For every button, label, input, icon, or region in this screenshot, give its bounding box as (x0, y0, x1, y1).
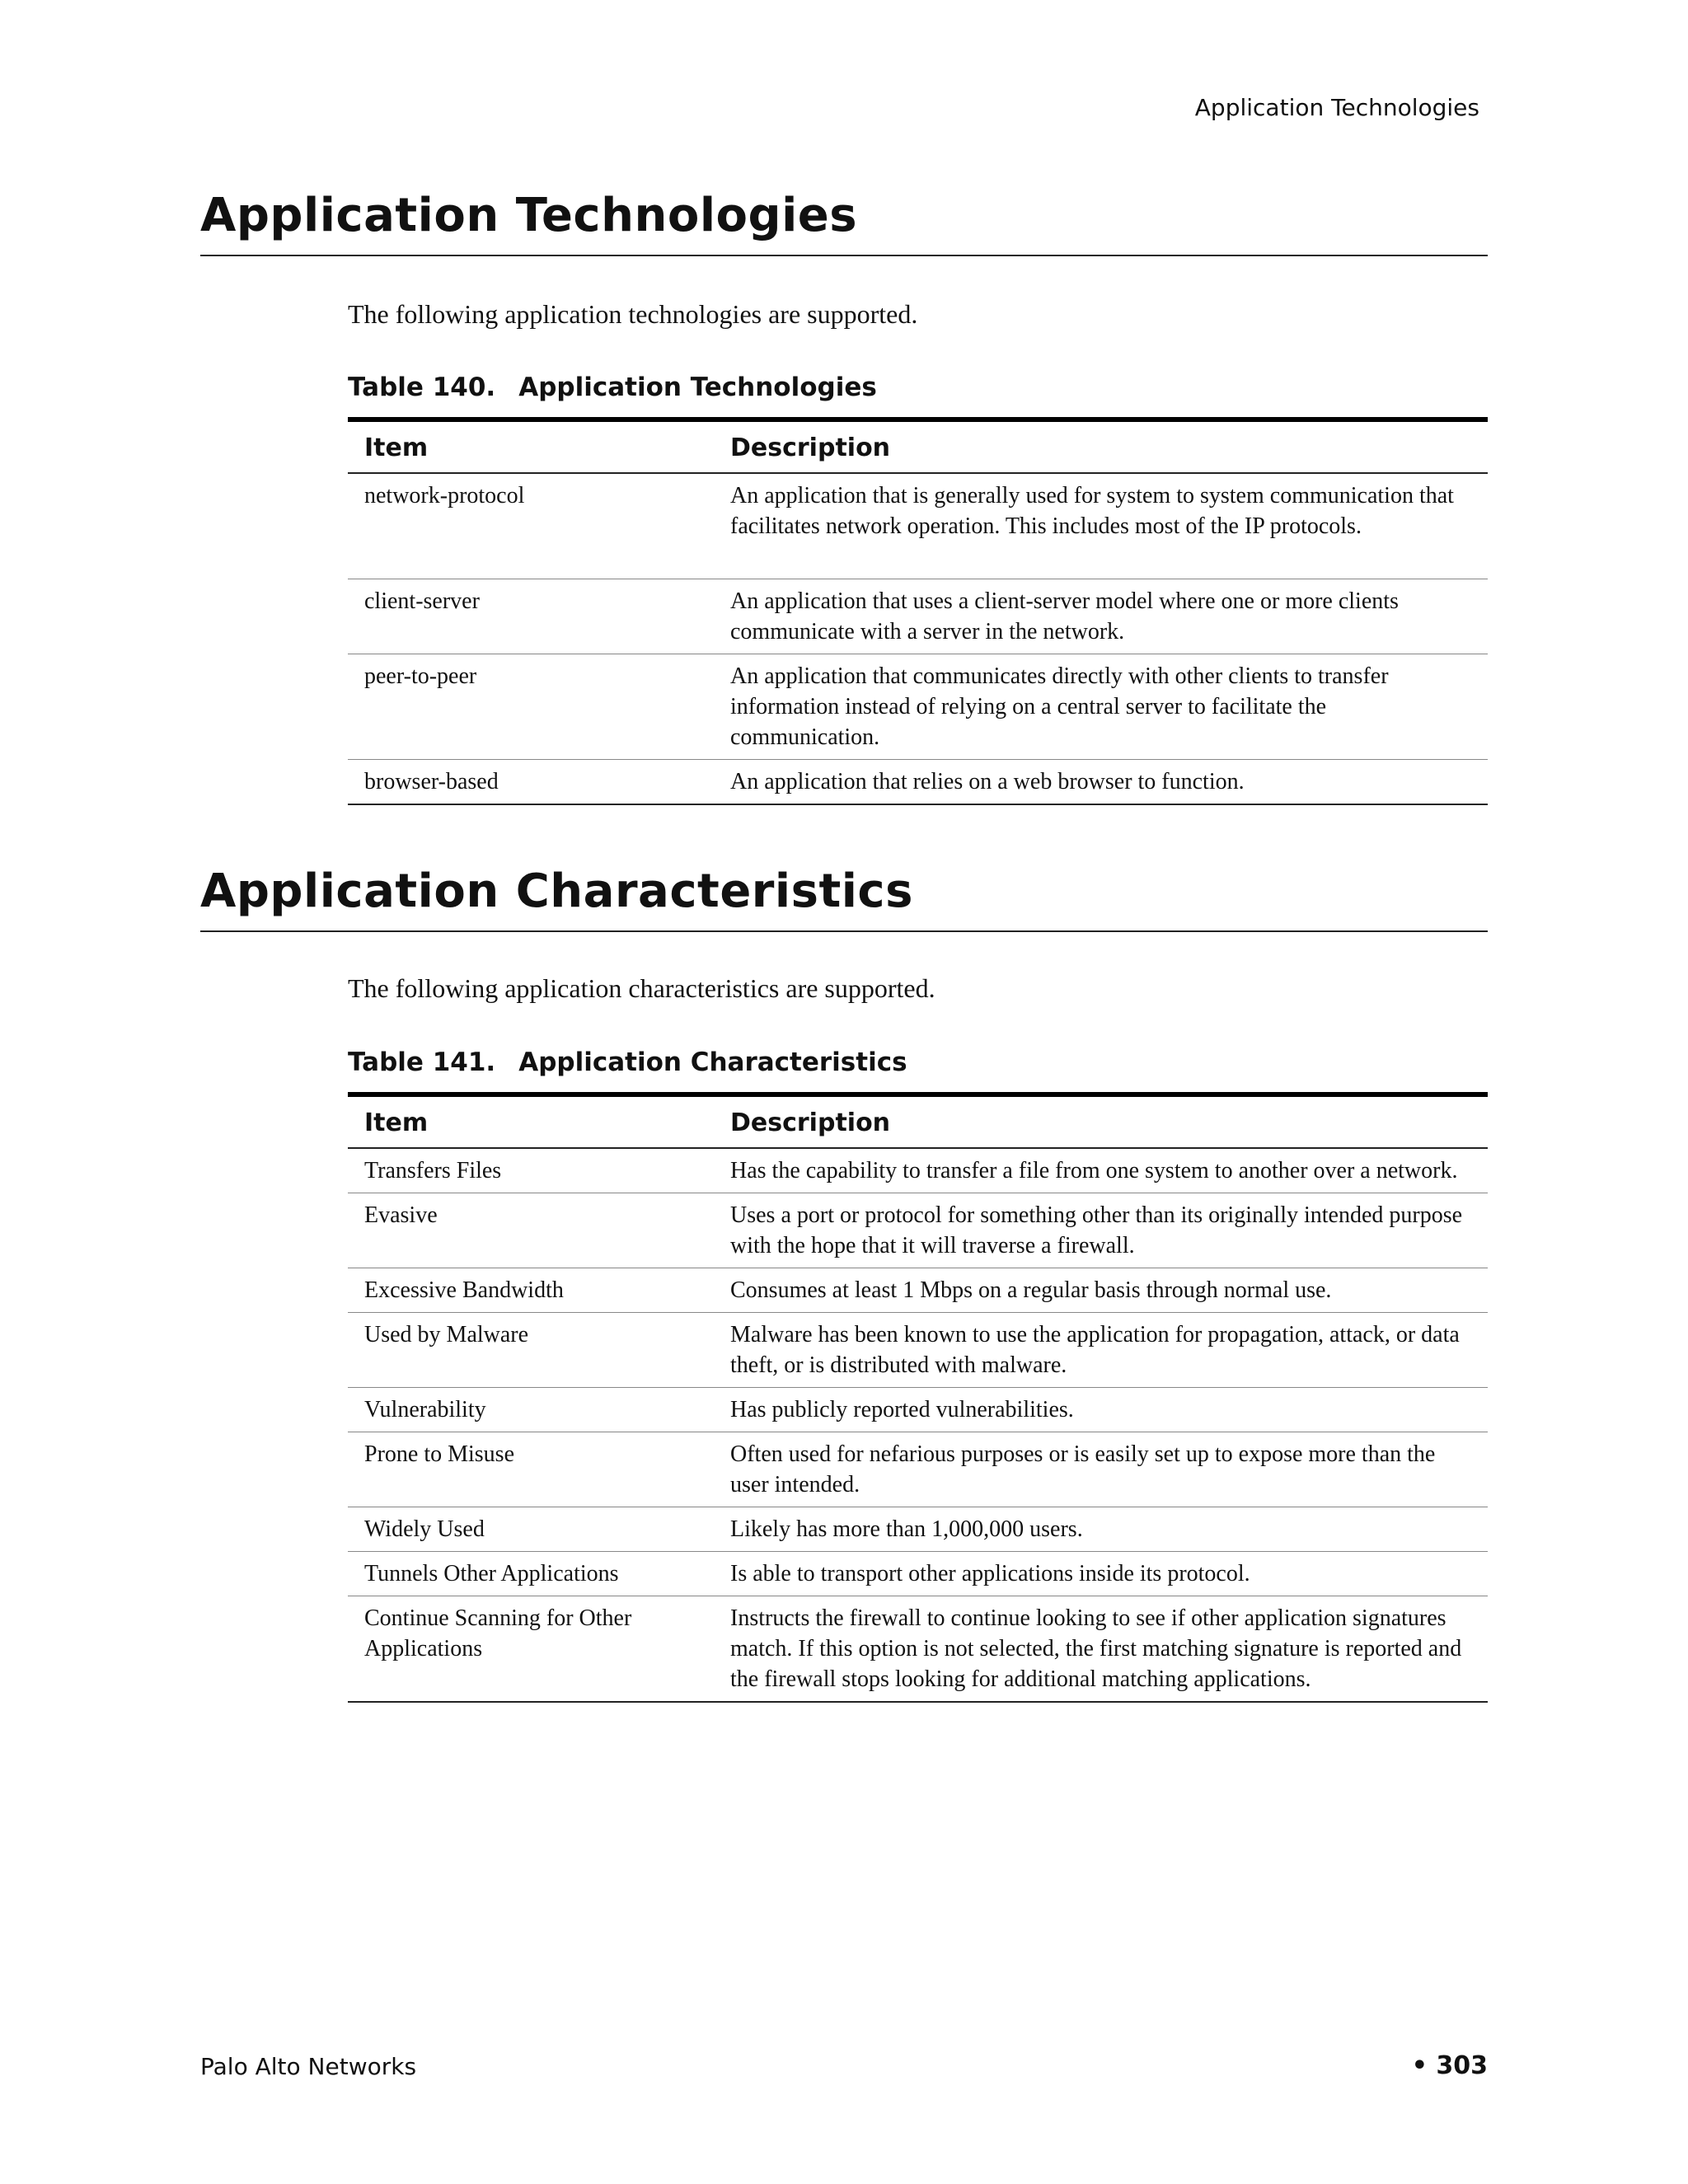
row-description: An application that communicates directly with other clients to transfer information instead of relying on a central server to facilitate the communication. (714, 654, 1488, 760)
row-description: An application that is generally used for system to system communication that facilitates network operation. This includes most of the IP protocols. (730, 483, 1454, 539)
row-item: Excessive Bandwidth (348, 1268, 714, 1313)
table-row (348, 1507, 1488, 1552)
row-item: Vulnerability (348, 1388, 714, 1432)
table-row (348, 1268, 1488, 1313)
row-description: Is able to transport other applications inside its protocol. (714, 1552, 1488, 1596)
row-description: An application that uses a client-server model where one or more clients communicate with a server in the network. (714, 579, 1488, 654)
section-intro-characteristics: The following application characteristics are supported. (348, 973, 935, 1003)
table-row (348, 1596, 1488, 1703)
column-header-item: Item (348, 1094, 714, 1148)
row-description: Has publicly reported vulnerabilities. (714, 1388, 1488, 1432)
table-caption-title: Application Technologies (518, 373, 877, 402)
table-header-row (348, 419, 1488, 473)
row-description: Instructs the firewall to continue looking to see if other application signatures match. If this option is not selected, the first matching signature is reported and the firewall stops looking for additional matching applications. (714, 1596, 1488, 1703)
table-row (348, 1432, 1488, 1507)
table-row (348, 1313, 1488, 1388)
row-item: browser-based (348, 760, 714, 805)
footer-company: Palo Alto Networks (200, 2053, 417, 2080)
table-caption-number: Table 141. (348, 1047, 496, 1077)
row-item: Widely Used (348, 1507, 714, 1552)
section-intro-technologies: The following application technologies are supported. (348, 299, 918, 329)
table-caption-140 (348, 373, 877, 402)
row-description: Uses a port or protocol for something other than its originally intended purpose with the hope that it will traverse a firewall. (714, 1193, 1488, 1268)
row-description: An application that relies on a web browser to function. (714, 760, 1488, 805)
row-item: Evasive (348, 1193, 714, 1268)
section-title-characteristics: Application Characteristics (200, 864, 1488, 932)
table-header-row (348, 1094, 1488, 1148)
table-caption-title: Application Characteristics (518, 1047, 907, 1077)
table-row (348, 579, 1488, 654)
section-title-technologies: Application Technologies (200, 188, 1488, 256)
table-row (348, 473, 1488, 579)
column-header-description: Description (714, 419, 1488, 473)
table-caption-141 (348, 1047, 907, 1077)
footer-page-number: • 303 (1411, 2051, 1488, 2080)
row-description: Often used for nefarious purposes or is easily set up to expose more than the user intended. (714, 1432, 1488, 1507)
table-row (348, 654, 1488, 760)
row-item: client-server (348, 579, 714, 654)
column-header-description: Description (714, 1094, 1488, 1148)
row-description: Has the capability to transfer a file from one system to another over a network. (730, 1158, 1458, 1183)
running-header: Application Technologies (1194, 94, 1479, 121)
table-row (348, 760, 1488, 805)
application-technologies-table (348, 417, 1488, 805)
row-item: Tunnels Other Applications (348, 1552, 714, 1596)
row-item: Used by Malware (348, 1313, 714, 1388)
row-item: peer-to-peer (348, 654, 714, 760)
column-header-item: Item (348, 419, 714, 473)
table-row (348, 1193, 1488, 1268)
row-item: Continue Scanning for Other Applications (348, 1596, 714, 1703)
table-row (348, 1148, 1488, 1193)
table-row (348, 1552, 1488, 1596)
table-row (348, 1388, 1488, 1432)
row-item: network-protocol (364, 483, 525, 509)
row-description: Malware has been known to use the application for propagation, attack, or data theft, or is distributed with malware. (714, 1313, 1488, 1388)
row-description: Consumes at least 1 Mbps on a regular basis through normal use. (714, 1268, 1488, 1313)
table-caption-number: Table 140. (348, 373, 496, 402)
row-description: Likely has more than 1,000,000 users. (714, 1507, 1488, 1552)
application-characteristics-table (348, 1092, 1488, 1703)
row-item: Transfers Files (364, 1158, 502, 1183)
row-item: Prone to Misuse (348, 1432, 714, 1507)
